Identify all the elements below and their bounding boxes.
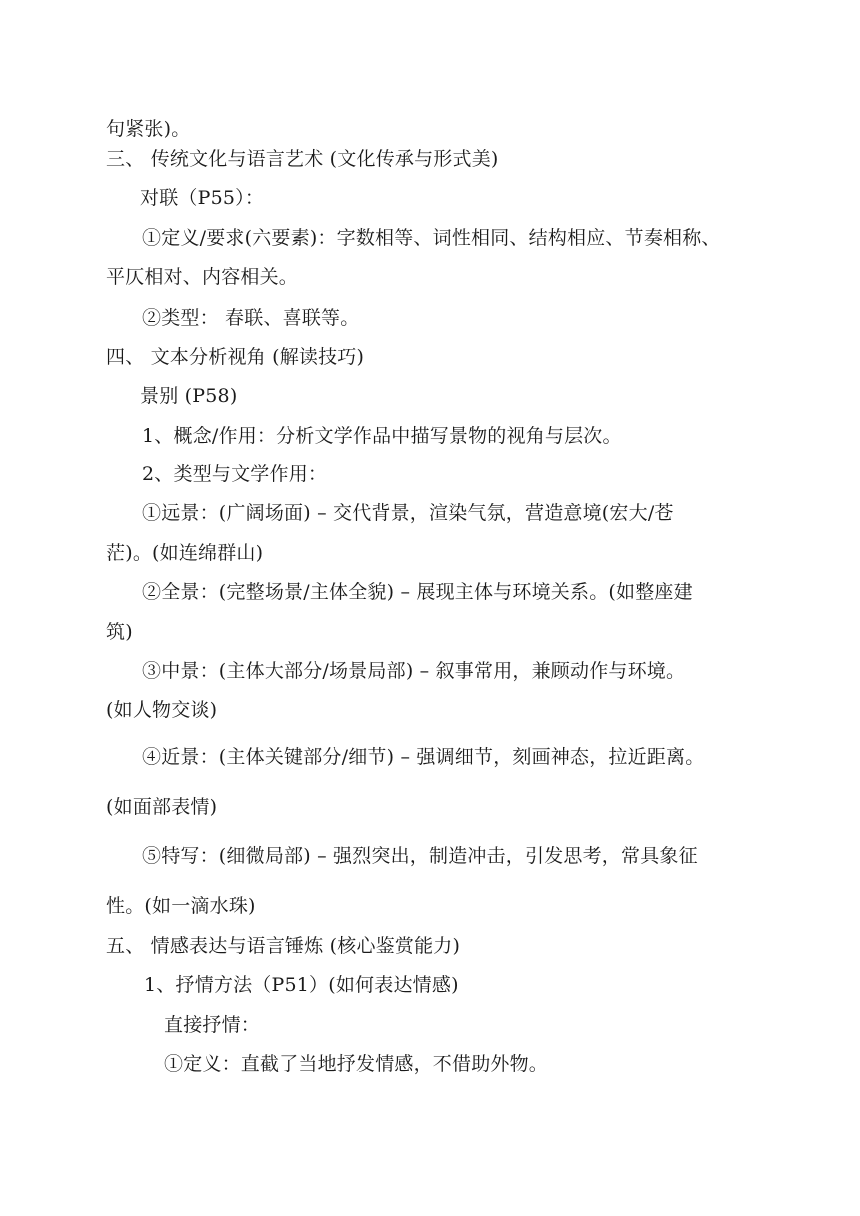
list-item-definition-direct: ①定义：直截了当地抒发情感，不借助外物。 [164, 1053, 549, 1075]
subheading-couplet: 对联（P55）： [140, 187, 265, 209]
text-line-continuation: 句紧张)。 [106, 118, 191, 140]
list-item-full-shot: ②全景：(完整场景/主体全貌) – 展现主体与环境关系。(如整座建 [142, 581, 693, 603]
subheading-shot-scale: 景别 (P58) [140, 385, 238, 407]
list-item-concept: 1、概念/作用：分析文学作品中描写景物的视角与层次。 [142, 425, 622, 447]
list-item-types-function: 2、类型与文学作用： [142, 463, 328, 485]
list-item-definition: ①定义/要求(六要素)：字数相等、词性相同、结构相应、节奏相称、 [142, 227, 721, 249]
text-line-continuation: (如面部表情) [106, 796, 218, 818]
subheading-direct-lyric: 直接抒情： [164, 1014, 261, 1036]
text-line-continuation: 性。(如一滴水珠) [106, 895, 256, 917]
list-item-medium-shot: ③中景：(主体大部分/场景局部) – 叙事常用，兼顾动作与环境。 [142, 660, 686, 682]
section-heading-4: 四、 文本分析视角 (解读技巧) [106, 346, 365, 368]
list-item-close-up: ⑤特写：(细微局部) – 强烈突出，制造冲击，引发思考，常具象征 [142, 845, 698, 867]
list-item-lyric-methods: 1、抒情方法（P51）(如何表达情感) [144, 974, 459, 996]
list-item-close-shot: ④近景：(主体关键部分/细节) – 强调细节，刻画神态，拉近距离。 [142, 746, 705, 768]
list-item-types: ②类型： 春联、喜联等。 [142, 307, 360, 329]
list-item-long-shot: ①远景：(广阔场面) – 交代背景，渲染气氛，营造意境(宏大/苍 [142, 502, 674, 524]
section-heading-3: 三、 传统文化与语言艺术 (文化传承与形式美) [106, 148, 499, 170]
text-line-continuation: (如人物交谈) [106, 699, 218, 721]
text-line-continuation: 茫)。(如连绵群山) [106, 542, 264, 564]
text-line-continuation: 筑) [106, 621, 133, 643]
text-line-continuation: 平仄相对、内容相关。 [106, 266, 299, 288]
section-heading-5: 五、 情感表达与语言锤炼 (核心鉴赏能力) [106, 935, 461, 957]
